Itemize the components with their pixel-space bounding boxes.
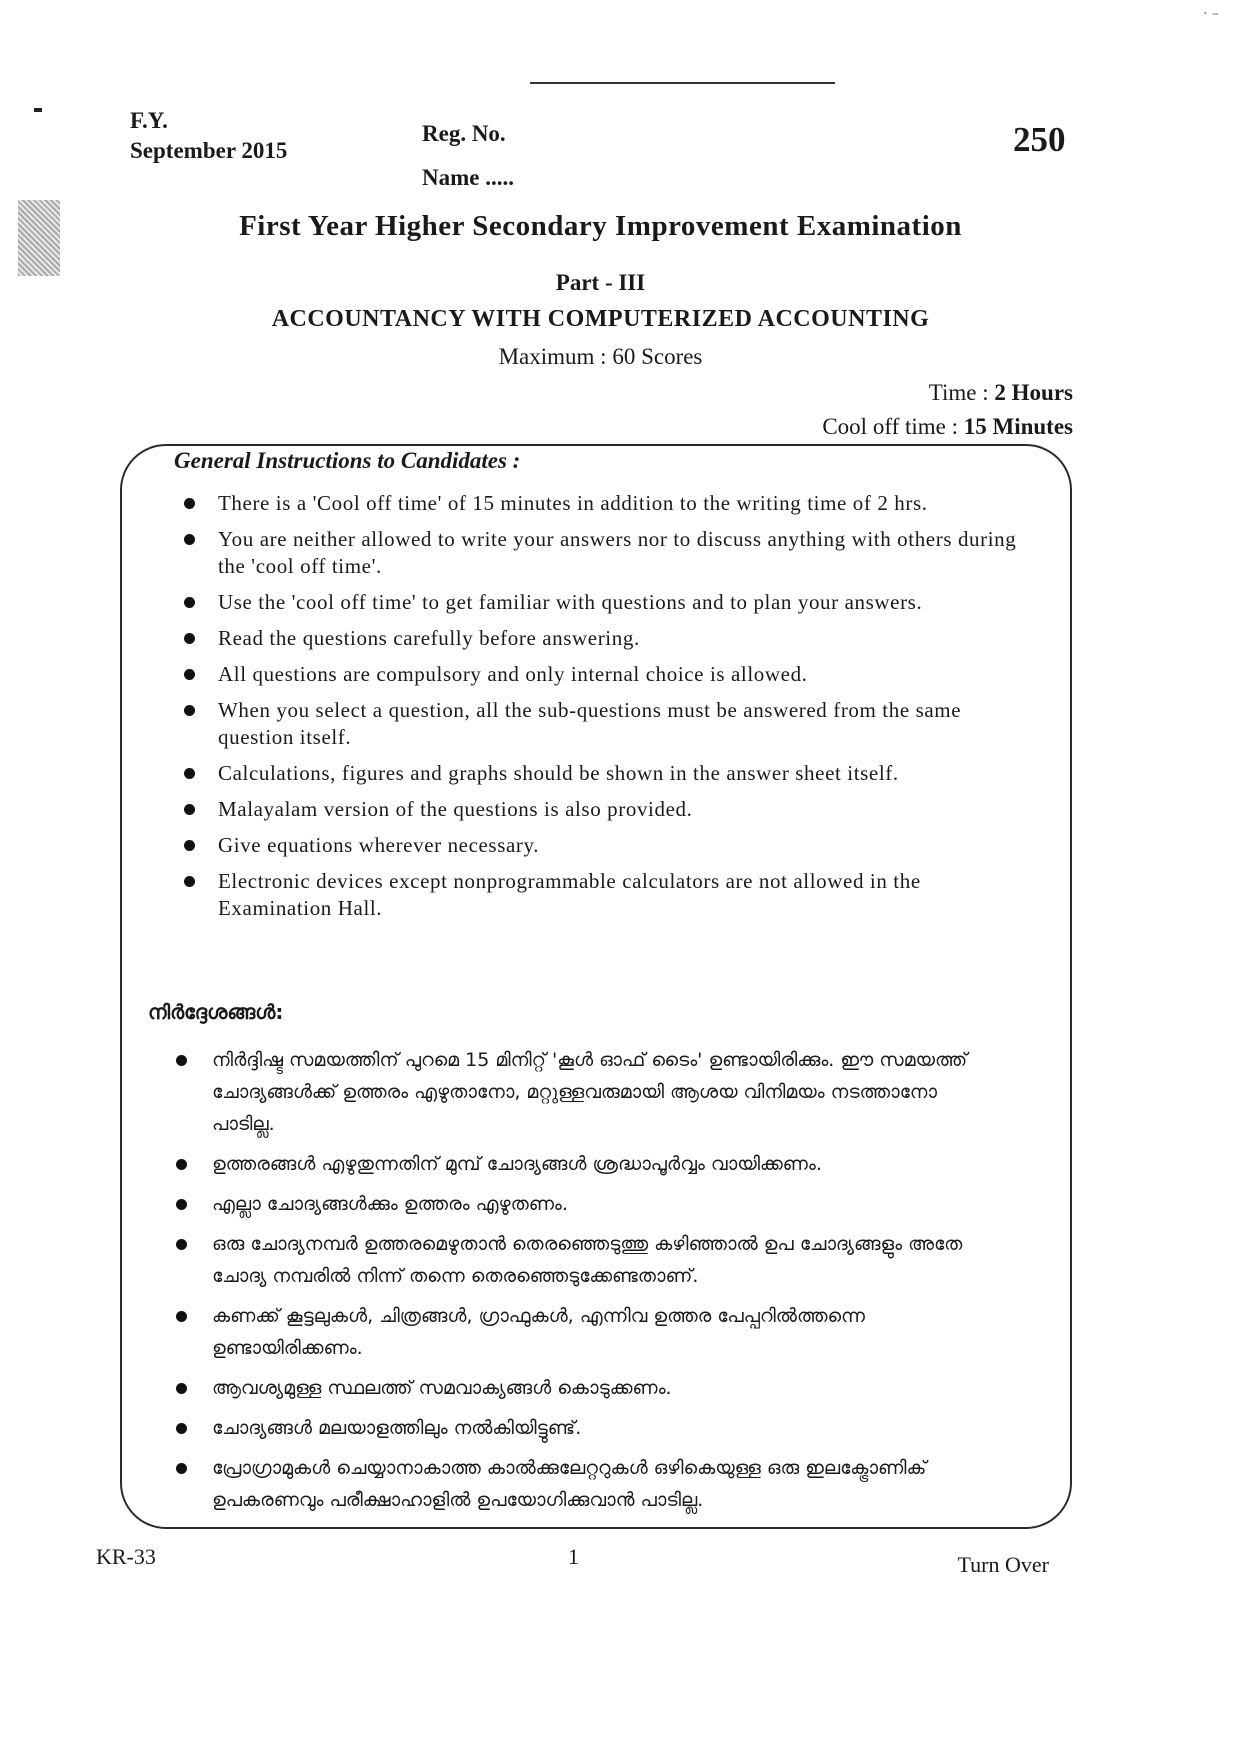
list-item [172,526,1032,580]
malayalam-instructions-list [172,1044,1002,1524]
list-item [172,760,1032,787]
list-item [172,1044,1002,1140]
time-value: 2 Hours [994,380,1073,405]
time-label: Time : [928,380,995,405]
bullet-icon [176,1199,187,1210]
bullet-icon [176,1239,187,1250]
bullet-icon [176,1159,187,1170]
session-label: September 2015 [130,138,288,163]
list-item [172,1148,1002,1180]
paper-code: 250 [1013,120,1066,159]
instruction-text: You are neither allowed to write your answers nor to discuss anything with others during the 'cool off time'. [218,527,1017,578]
reg-no-label: Reg. No. [422,121,506,146]
footer-code: KR-33 [96,1544,156,1569]
bullet-icon [184,597,195,608]
list-item [172,1412,1002,1444]
top-rule [530,82,835,84]
time-allowed [929,380,1073,406]
list-item [172,1372,1002,1404]
instruction-text: Use the 'cool off time' to get familiar with questions and to plan your answers. [218,590,923,614]
bullet-icon [184,534,195,545]
english-instructions-list [172,490,1032,931]
instruction-text: Give equations wherever necessary. [218,833,540,857]
cooloff-label: Cool off time : [822,414,964,439]
exam-subject: ACCOUNTANCY WITH COMPUTERIZED ACCOUNTING [271,306,930,332]
instruction-text: When you select a question, all the sub-questions must be answered from the same question itself. [218,698,962,749]
bullet-icon [176,1383,187,1394]
exam-part: Part - III [555,270,646,295]
turn-over-label: Turn Over [957,1552,1049,1577]
instruction-text: ഉത്തരങ്ങൾ എഴുതുന്നതിന് മുമ്പ് ചോദ്യങ്ങൾ ശ്രദ്ധാപൂർവ്വം വായിക്കണം. [212,1153,822,1175]
instruction-text: ഒരു ചോദ്യനമ്പർ ഉത്തരമെഴുതാൻ തെരഞ്ഞെടുത്തു കഴിഞ്ഞാൽ ഉപ ചോദ്യങ്ങളും അതേ ചോദ്യ നമ്പരിൽ നിന്ന് തന്നെ തെരഞ്ഞെടുക്കേണ്ടതാണ്. [212,1233,963,1287]
cooloff-value: 15 Minutes [963,414,1073,439]
bullet-icon [176,1055,187,1066]
malayalam-heading: നിർദ്ദേശങ്ങൾ: [148,1000,284,1024]
bullet-icon [184,669,195,680]
instruction-text: Malayalam version of the questions is also provided. [218,797,693,821]
list-item [172,868,1032,922]
name-label: Name ..... [422,165,514,190]
margin-mark [34,108,42,112]
instruction-text: കണക്ക് കൂട്ടലുകൾ, ചിത്രങ്ങൾ, ഗ്രാഫുകൾ, എന്നിവ ഉത്തര പേപ്പറിൽത്തന്നെ ഉണ്ടായിരിക്കണം. [212,1305,865,1359]
instruction-text: Calculations, figures and graphs should be shown in the answer sheet itself. [218,761,899,785]
instruction-text: There is a 'Cool off time' of 15 minutes in addition to the writing time of 2 hrs. [218,491,928,515]
bullet-icon [176,1463,187,1474]
instruction-text: Read the questions carefully before answering. [218,626,640,650]
bullet-icon [184,705,195,716]
list-item [172,1300,1002,1364]
list-item [172,490,1032,517]
list-item [172,697,1032,751]
page-number: 1 [568,1544,579,1569]
instruction-text: ആവശ്യമുള്ള സ്ഥലത്ത് സമവാക്യങ്ങൾ കൊടുക്കണം. [212,1377,672,1399]
list-item [172,1452,1002,1516]
list-item [172,1228,1002,1292]
instruction-text: നിർദ്ദിഷ്ട സമയത്തിന് പുറമെ 15 മിനിറ്റ് 'കൂൾ ഓഫ് ടൈം' ഉണ്ടായിരിക്കും. ഈ സമയത്ത് ചോദ്യങ്ങൾക്ക് ഉത്തരം എഴുതാനോ, മറ്റുള്ളവരുമായി ആശയ വിനിമയം നടത്താനോ പാടില്ല. [212,1049,968,1135]
corner-scan-mark: · – [1203,6,1219,22]
header-left [130,106,287,166]
bullet-icon [184,804,195,815]
list-item [172,625,1032,652]
list-item [172,589,1032,616]
bullet-icon [184,768,195,779]
max-score: Maximum : 60 Scores [498,344,703,369]
instruction-text: Electronic devices except nonprogrammable calculators are not allowed in the Examination Hall. [218,869,921,920]
list-item [172,1188,1002,1220]
list-item [172,661,1032,688]
instruction-text: പ്രോഗ്രാമുകൾ ചെയ്യാനാകാത്ത കാൽക്കുലേറ്ററുകൾ ഒഴികെയുള്ള ഒരു ഇലക്ട്രോണിക് ഉപകരണവും പരീക്ഷാഹാളിൽ ഉപയോഗിക്കുവാൻ പാടില്ല. [212,1457,927,1511]
bullet-icon [176,1423,187,1434]
instruction-text: All questions are compulsory and only internal choice is allowed. [218,662,808,686]
bullet-icon [184,633,195,644]
bullet-icon [184,840,195,851]
list-item [172,832,1032,859]
stream-label: F.Y. [130,108,168,133]
instructions-heading: General Instructions to Candidates : [166,448,528,474]
exam-title: First Year Higher Secondary Improvement Examination [239,210,962,242]
list-item [172,796,1032,823]
instruction-text: ചോദ്യങ്ങൾ മലയാളത്തിലും നൽകിയിട്ടുണ്ട്. [212,1417,582,1439]
bullet-icon [184,498,195,509]
bullet-icon [184,876,195,887]
bullet-icon [176,1311,187,1322]
instruction-text: എല്ലാ ചോദ്യങ്ങൾക്കും ഉത്തരം എഴുതണം. [212,1193,568,1215]
candidate-fields [422,112,514,200]
cooloff-time [822,414,1073,440]
